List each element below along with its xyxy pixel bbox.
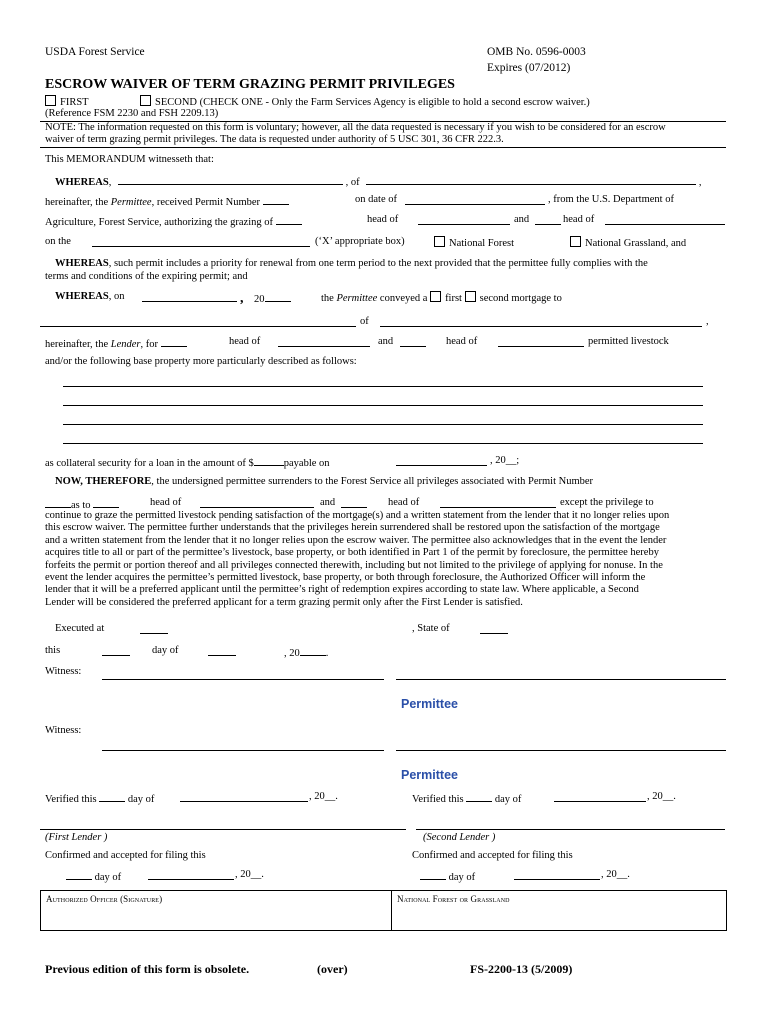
national-grassland-option: National Grassland, and — [570, 236, 686, 249]
first-mortgage-checkbox[interactable] — [430, 291, 441, 302]
execution-day-field[interactable] — [102, 655, 130, 656]
lender-address-field[interactable] — [380, 326, 702, 327]
surrender-permit-field[interactable] — [45, 497, 71, 508]
paragraph-line: lender that it will be a preferred applicant until the permittee’s right of redemption expires according to state law. Where applicable, a Second — [45, 584, 639, 596]
paragraph-line: and a written statement from the lender that it no longer relies upon the escrow waiver. The permittee also acknowledges that in the event the lender — [45, 534, 667, 546]
verified-month-field-1[interactable] — [180, 801, 308, 802]
national-forest-grassland-label: National Forest or Grassland — [397, 894, 510, 904]
reference-text: (Reference FSM 2230 and FSH 2209.13) — [45, 108, 219, 119]
lender-livestock-count-field-2[interactable] — [400, 346, 426, 347]
national-forest-grassland-field[interactable] — [397, 894, 510, 904]
execution-year-field[interactable] — [300, 645, 326, 656]
witness-label-1: Witness: — [45, 666, 82, 677]
lender-livestock-count-field-1[interactable] — [161, 336, 187, 347]
witness-signature-field-2[interactable] — [102, 750, 384, 751]
confirmed-day-field-1[interactable] — [66, 869, 92, 880]
form-title: ESCROW WAIVER OF TERM GRAZING PERMIT PRIVILEGES — [45, 77, 455, 92]
base-property-line-4[interactable] — [63, 443, 703, 444]
now-therefore-line: NOW, THEREFORE, the undersigned permittee surrenders to the Forest Service all privileges associated with Permit Number — [55, 476, 594, 487]
confirmed-month-field-2[interactable] — [514, 879, 600, 880]
collateral-line: as collateral security for a loan in the amount of $ payable on — [45, 455, 330, 469]
as-to-line: as to — [45, 497, 119, 511]
mortgage-year-field[interactable] — [265, 291, 291, 302]
rule — [40, 147, 726, 148]
base-property-line-3[interactable] — [63, 424, 703, 425]
lender-name-field[interactable] — [40, 326, 356, 327]
base-property-label: and/or the following base property more particularly described as follows: — [45, 356, 357, 367]
authorized-officer-label: Authorized Officer (Signature) — [46, 894, 163, 904]
verified-year-2: , 20__. — [647, 791, 676, 802]
surrender-count-field-2[interactable] — [341, 507, 367, 508]
permit-date-field[interactable] — [405, 204, 545, 205]
and-label: and — [378, 336, 394, 347]
confirmed-year-2: , 20__. — [601, 869, 630, 880]
lender-livestock-kind-field-2[interactable] — [498, 346, 584, 347]
permittee-signature-label-2: Permittee — [401, 768, 458, 782]
first-checkbox[interactable] — [45, 95, 56, 106]
over-label: (over) — [317, 962, 348, 976]
of-label: of — [360, 316, 369, 327]
verified-year-1: , 20__. — [309, 791, 338, 802]
expiration-date: Expires (07/2012) — [487, 62, 571, 74]
grazing-line: Agriculture, Forest Service, authorizing the grazing of — [45, 214, 302, 228]
paragraph-line: Lender will be considered the preferred applicant for a term grazing permit only after the First Lender is satisfied. — [45, 596, 523, 608]
whereas-on-label: WHEREAS, on — [55, 291, 125, 302]
head-of-label: head of — [229, 336, 261, 347]
paragraph-line: forfeits the permit or portion thereof and all privileges connected therewith, including but not limited to the privilege of applying for nonuse. In the — [45, 559, 663, 571]
execution-year: , 20 . — [284, 645, 328, 659]
permittee-signature-field-1[interactable] — [396, 679, 726, 680]
this-label: this — [45, 645, 61, 656]
agency-name: USDA Forest Service — [45, 46, 145, 58]
allotment-name-field[interactable] — [92, 246, 310, 247]
lender-line: hereinafter, the Lender, for — [45, 336, 187, 350]
conveyed-line: the Permittee conveyed a first second mortgage to — [321, 293, 562, 304]
authorized-officer-field[interactable] — [46, 894, 162, 904]
verified-day-field-1[interactable] — [99, 791, 125, 802]
verified-second-line: Verified this day of — [412, 791, 521, 805]
head-of-label: head of — [367, 214, 399, 225]
second-mortgage-checkbox[interactable] — [465, 291, 476, 302]
comma: , — [240, 291, 244, 306]
paragraph-line: acquires title to all or part of the permittee’s livestock, base property, or both identified in Part 1 of the permit by foreclosure, the permittee hereby — [45, 547, 659, 559]
payable-year: , 20__; — [490, 455, 520, 466]
confirmed-label-2: Confirmed and accepted for filing this — [412, 850, 573, 861]
head-of-label: head of — [388, 497, 420, 508]
head-of-label: head of — [446, 336, 478, 347]
executed-at-field[interactable] — [140, 633, 168, 634]
whereas-priority-line: WHEREAS, such permit includes a priority for renewal from one term period to the next provided that the permittee fully complies with the — [55, 258, 648, 269]
paragraph-line: event the lender acquires the permittee’s permitted livestock, base property, or both through foreclosure, the Authorized Officer will inform the — [45, 572, 646, 584]
permittee-signature-field-2[interactable] — [396, 750, 726, 751]
first-lender-signature-field[interactable] — [40, 829, 406, 830]
form-number: FS-2200-13 (5/2009) — [470, 962, 573, 976]
verified-day-field-2[interactable] — [466, 791, 492, 802]
mortgage-year: 20 — [254, 291, 291, 305]
whereas-line-1: WHEREAS, , of , — [55, 174, 701, 188]
on-date-of-label: on date of — [355, 194, 397, 205]
x-appropriate-label: (‘X’ appropriate box) — [315, 236, 405, 247]
livestock-count-field-1[interactable] — [276, 214, 302, 225]
confirmed-label-1: Confirmed and accepted for filing this — [45, 850, 206, 861]
omb-number: OMB No. 0596-0003 — [487, 46, 586, 58]
head-of-label: head of — [563, 214, 595, 225]
note-line-1: NOTE: The information requested on this form is voluntary; however, all the data requested is necessary if you wish to be considered for an escrow — [45, 122, 666, 133]
memorandum-line: This MEMORANDUM witnesseth that: — [45, 154, 214, 165]
livestock-kind-field-2[interactable] — [605, 224, 725, 225]
state-of-label: , State of — [412, 623, 450, 634]
confirmed-month-field-1[interactable] — [148, 879, 234, 880]
confirmed-year-1: , 20__. — [235, 869, 264, 880]
permitted-livestock-label: permitted livestock — [588, 336, 669, 347]
base-property-line-1[interactable] — [63, 386, 703, 387]
paragraph-line: continue to graze the permitted livestock pending satisfaction of the mortgage(s) and a written statement from the lender that it no longer relies upon — [45, 510, 670, 521]
execution-month-field[interactable] — [208, 655, 236, 656]
surrender-kind-field-2[interactable] — [440, 507, 556, 508]
witness-label-2: Witness: — [45, 725, 82, 736]
second-label: SECOND (CHECK ONE - Only the Farm Services Agency is eligible to hold a second escrow waiver.) — [155, 97, 590, 108]
national-grassland-checkbox[interactable] — [570, 236, 581, 247]
payable-date-field[interactable] — [396, 465, 487, 466]
second-lender-signature-field[interactable] — [416, 829, 725, 830]
verified-first-line: Verified this day of — [45, 791, 154, 805]
on-the-label: on the — [45, 236, 71, 247]
paragraph-line: this escrow waiver. The permittee further understands that the privileges herein surrendered shall be restored upon the satisfaction of the mortgage — [45, 522, 660, 534]
livestock-count-field-2[interactable] — [535, 224, 561, 225]
day-of-label: day of — [152, 645, 179, 656]
check-first-group — [45, 95, 89, 108]
approval-box — [40, 890, 727, 931]
confirmed-day-field-2[interactable] — [420, 869, 446, 880]
waiver-paragraph — [45, 510, 717, 609]
permittee-address-field[interactable] — [366, 174, 696, 185]
second-checkbox[interactable] — [140, 95, 151, 106]
loan-amount-field[interactable] — [254, 455, 284, 466]
and-label: and — [320, 497, 336, 508]
mortgage-date-field[interactable] — [142, 301, 237, 302]
permittee-name-field[interactable] — [118, 174, 343, 185]
executed-at-label: Executed at — [55, 623, 105, 634]
comma: , — [706, 316, 709, 327]
permit-number-field[interactable] — [263, 194, 289, 205]
national-forest-checkbox[interactable] — [434, 236, 445, 247]
confirmed-day-line-2: day of — [420, 869, 475, 883]
and-label: and — [514, 214, 530, 225]
national-forest-option: National Forest — [434, 236, 514, 249]
check-second-group — [140, 95, 590, 108]
head-of-label: head of — [150, 497, 182, 508]
base-property-line-2[interactable] — [63, 405, 703, 406]
permit-number-line: hereinafter, the Permittee, received Permit Number — [45, 194, 289, 208]
surrender-kind-field-1[interactable] — [200, 507, 314, 508]
lender-livestock-kind-field-1[interactable] — [278, 346, 370, 347]
approval-box-divider — [391, 891, 392, 930]
except-privilege-label: except the privilege to — [560, 497, 654, 508]
from-dept-label: , from the U.S. Department of — [548, 194, 674, 205]
terms-line: terms and conditions of the expiring permit; and — [45, 271, 248, 282]
obsolete-notice: Previous edition of this form is obsolete. — [45, 962, 250, 976]
livestock-kind-field-1[interactable] — [418, 224, 510, 225]
surrender-count-field-1[interactable] — [93, 497, 119, 508]
first-lender-label: (First Lender ) — [45, 832, 108, 843]
confirmed-day-line-1: day of — [66, 869, 121, 883]
permittee-signature-label-1: Permittee — [401, 697, 458, 711]
verified-month-field-2[interactable] — [554, 801, 646, 802]
note-line-2: waiver of term grazing permit privileges. The data is requested under authority of 5 USC 301, 36 CFR 222.3. — [45, 134, 504, 145]
state-field[interactable] — [480, 633, 508, 634]
first-label: FIRST — [60, 97, 89, 108]
witness-signature-field-1[interactable] — [102, 679, 384, 680]
second-lender-label: (Second Lender ) — [423, 832, 496, 843]
